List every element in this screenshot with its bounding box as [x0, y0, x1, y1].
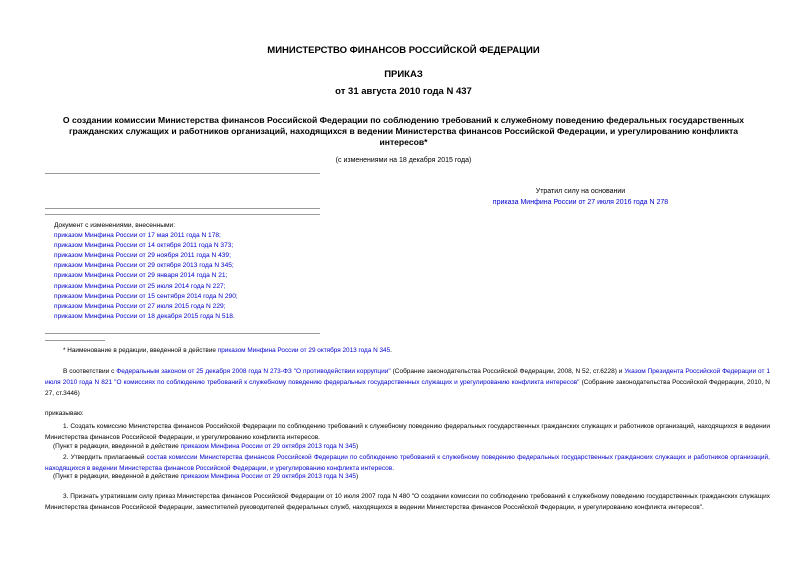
document-title: О создании комиссии Министерства финансов Российской Федерации по соблюдению требований к служебному поведению федеральных государственных гражданских служащих и работников организаций, находящихся в ведении Министерства финансов Российской Федерации, и урегулированию конфликта интересов* [62, 115, 745, 147]
divider [45, 214, 320, 215]
repeal-status [403, 186, 758, 208]
change-link[interactable]: приказом Минфина России от 14 октября 2011 года N 373; [54, 242, 234, 250]
note-1: (Пункт в редакции, введенной в действие приказом Минфина России от 29 октября 2013 года N 345) [53, 443, 359, 450]
paragraph-2: 2. Утвердить прилагаемый состав комиссии Министерства финансов Российской Федерации по соблюдению требований к служебному поведению федеральных государственных гражданских служащих и работников организаций, находящихся в ведении Министерства финансов Российской Федерации, и урегулированию конфликта интересов. [45, 454, 770, 472]
repeal-link[interactable]: приказа Минфина России от 27 июля 2016 года N 278 [492, 199, 669, 206]
preamble: В соответствии с Федеральным законом от 25 декабря 2008 года N 273-ФЗ "О противодействии коррупции" (Собрание законодательства Российской Федерации, 2008, N 52, ст.6228) и Указом Президента Российской Федерации от 1 июля 2010 года N 821 "О комиссиях по соблюдению требований к служебному поведению федеральных государственных служащих и урегулированию конфликта интересов" (Собрание законодательства Российской Федерации, 2010, N 27, ст.3446) [45, 368, 770, 397]
repeal-text: Утратил силу на основании [535, 188, 626, 195]
note-2: (Пункт в редакции, введенной в действие приказом Минфина России от 29 октября 2013 года N 345) [53, 473, 359, 480]
staff-link[interactable]: состав комиссии Министерства финансов Российской Федерации по соблюдению требований к служебному поведению федеральных государственных гражданских служащих и работников организаций, находящихся в ведении Министерства финансов Российской Федерации, и урегулированию конфликта интересов [45, 454, 770, 472]
footnote-link[interactable]: приказом Минфина России от 29 октября 2013 года N 345 [217, 347, 391, 354]
paragraph-1: 1. Создать комиссию Министерства финансов Российской Федерации по соблюдению требований к служебному поведению федеральных государственных гражданских служащих и работников организаций, находящихся в ведении Министерства финансов Российской Федерации, и урегулированию конфликта интересов. [45, 423, 770, 441]
footnote-divider [45, 340, 105, 341]
change-link[interactable]: приказом Минфина России от 29 октября 2013 года N 345; [54, 262, 234, 270]
law-link[interactable]: Федеральным законом от 25 декабря 2008 года N 273-ФЗ "О противодействии коррупции" [116, 368, 391, 375]
divider [45, 333, 320, 334]
changes-heading: Документ с изменениями, внесенными: [54, 222, 176, 229]
note-2-link[interactable]: приказом Минфина России от 29 октября 2013 года N 345 [180, 473, 356, 480]
ministry-name: МИНИСТЕРСТВО ФИНАНСОВ РОССИЙСКОЙ ФЕДЕРАЦИИ [267, 45, 540, 56]
change-link[interactable]: приказом Минфина России от 29 ноября 2011 года N 439; [54, 252, 231, 260]
footnote: * Наименование в редакции, введенной в действие приказом Минфина России от 29 октября 2013 года N 345. [63, 347, 392, 354]
change-link[interactable]: приказом Минфина России от 25 июля 2014 года N 227; [54, 282, 226, 290]
divider [45, 208, 320, 209]
change-link[interactable]: приказом Минфина России от 27 июля 2015 года N 229; [54, 302, 226, 310]
document-date-number: от 31 августа 2010 года N 437 [335, 86, 472, 97]
decree-link[interactable]: Указом Президента Российской Федерации от 1 июля 2010 года N 821 "О комиссиях по соблюдению требований к служебному поведению федеральных государственных служащих и урегулированию конфликта интересов" [45, 368, 770, 386]
divider [45, 173, 320, 174]
changes-list [54, 221, 324, 322]
change-link[interactable]: приказом Минфина России от 17 мая 2011 года N 178; [54, 232, 221, 240]
change-link[interactable]: приказом Минфина России от 18 декабря 2015 года N 518. [54, 312, 235, 320]
paragraph-3: 3. Признать утратившим силу приказ Министерства финансов Российской Федерации от 10 июля 2007 года N 480 "О создании комиссии по соблюдению требований к служебному поведению государственных гражданских служащих Министерства финансов Российской Федерации, заместителей руководителей федеральных служб, находящихся в ведении Министерства финансов Российской Федерации, и урегулированию конфликта интересов". [45, 493, 770, 511]
amendment-date: (с изменениями на 18 декабря 2015 года) [335, 157, 472, 164]
change-link[interactable]: приказом Минфина России от 15 сентября 2014 года N 290; [54, 292, 238, 300]
change-link[interactable]: приказом Минфина России от 29 января 2014 года N 21; [54, 272, 228, 280]
document-type: ПРИКАЗ [384, 69, 423, 80]
order-word: приказываю: [45, 410, 84, 417]
note-1-link[interactable]: приказом Минфина России от 29 октября 2013 года N 345 [180, 443, 356, 450]
